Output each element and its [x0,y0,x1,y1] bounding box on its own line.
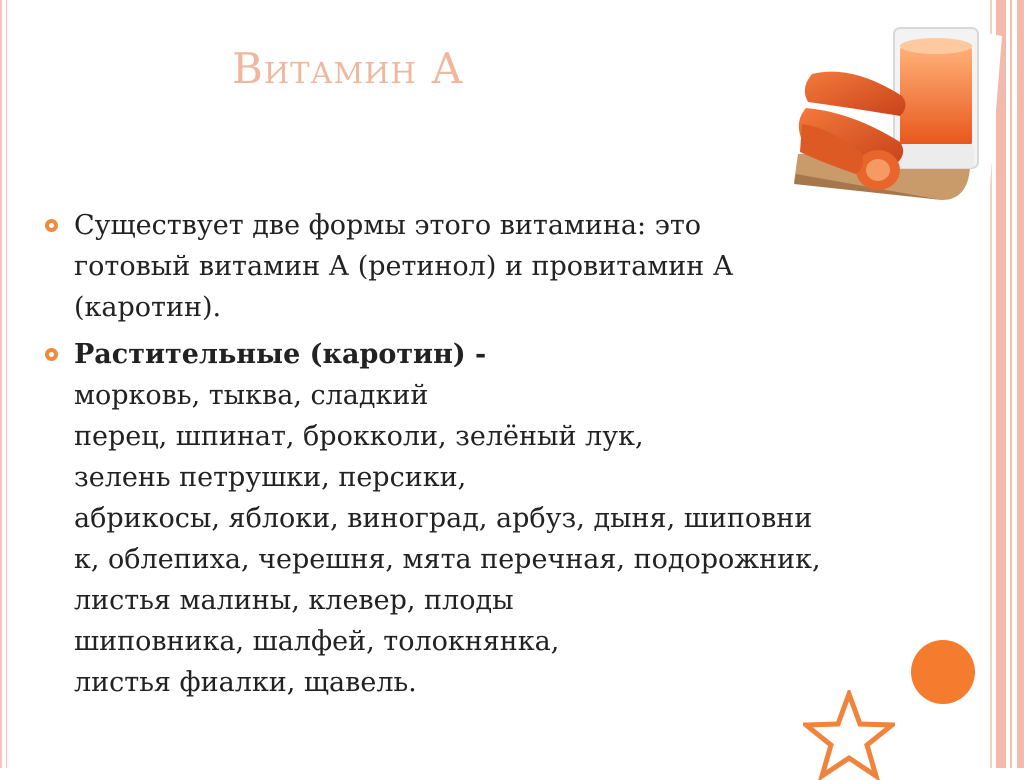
bullet-heading-suffix: - [465,339,487,370]
bullet-item-forms [44,205,944,328]
frame-left-outer [0,0,2,768]
bullet-heading-line [74,334,944,375]
bullet-line: листья фиалки, щавель. [74,667,417,698]
slide-title: Витамин А [232,44,464,93]
bullet-line: перец, шпинат, брокколи, зелёный лук, [74,421,644,452]
bullet-icon [45,348,58,361]
frame-left-inner [6,0,7,768]
bullet-line: зелень петрушки, персики, [74,462,467,493]
bullet-line: к, облепиха, черешня, мята перечная, подорожник, [74,544,821,575]
bullet-line: листья малины, клевер, плоды [74,585,514,616]
orange-circle-decoration [911,640,975,704]
bullet-line: абрикосы, яблоки, виноград, арбуз, дыня, шиповни [74,503,813,534]
carrots-juice-photo [792,4,1002,210]
bullet-line: шиповника, шалфей, толокнянка, [74,626,560,657]
bullet-line: (каротин). [74,292,222,323]
bullet-heading: Растительные (каротин) [74,339,466,370]
slide-content [44,205,944,703]
bullet-line: Существует две формы этого витамина: это [74,210,702,241]
bullet-icon [45,219,58,232]
bullet-line: готовый витамин А (ретинол) и провитамин А [74,251,734,282]
bullet-line: морковь, тыква, сладкий [74,380,429,411]
orange-star-icon [803,690,895,780]
bullet-item-plant-sources [44,334,944,703]
